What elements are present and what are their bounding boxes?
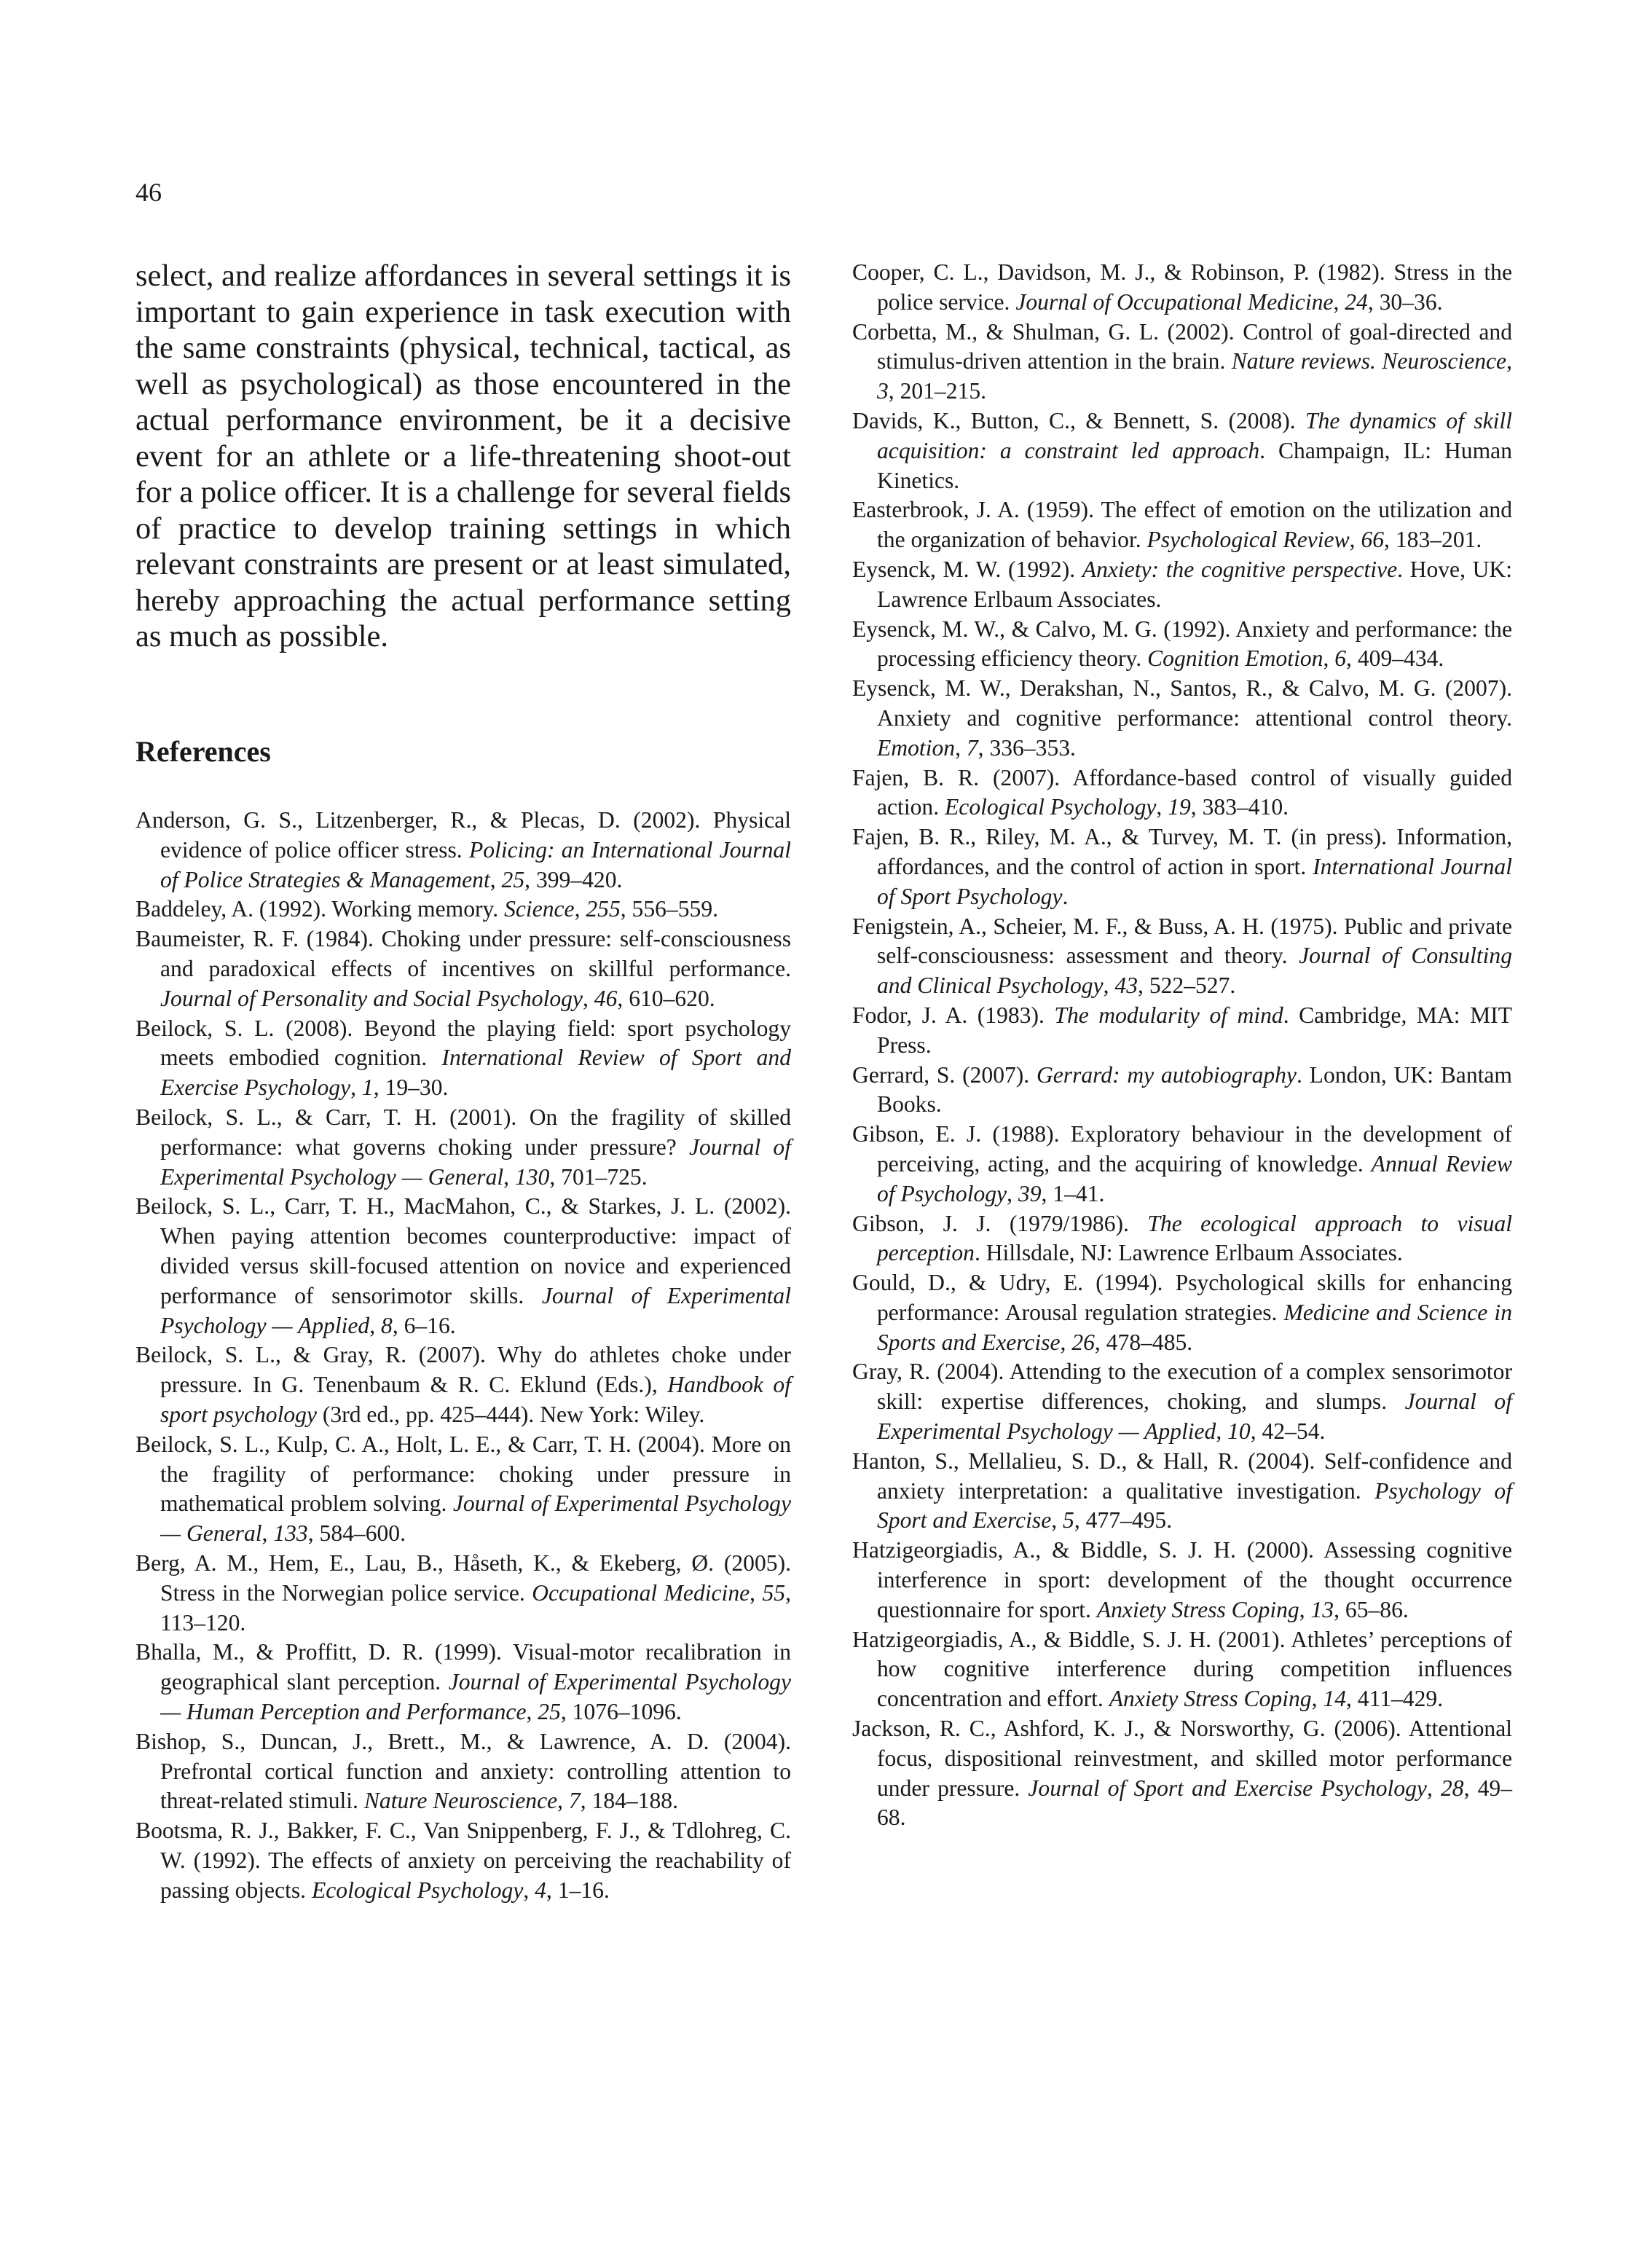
- reference-entry: [852, 555, 1512, 615]
- reference-post: , 411–429.: [1346, 1686, 1444, 1712]
- reference-sep: ,: [489, 866, 502, 892]
- reference-vol: 66: [1361, 527, 1385, 553]
- reference-post: , 399–420.: [524, 866, 623, 892]
- reference-post: , 19–30.: [373, 1075, 449, 1101]
- reference-sep: ,: [1216, 1418, 1228, 1445]
- reference-vol: 39: [1018, 1180, 1042, 1206]
- reference-it: Psychology of Sport and Exercise: [877, 1477, 1512, 1534]
- reference-post: (3rd ed., pp. 425–444). New York: Wiley.: [317, 1401, 705, 1427]
- reference-post: .: [1062, 883, 1069, 909]
- reference-it: Journal of Experimental Psychology — Applied: [160, 1282, 792, 1338]
- reference-post: , 30–36.: [1367, 288, 1443, 315]
- reference-sep: ,: [557, 1788, 569, 1814]
- reference-entry: [852, 763, 1512, 823]
- reference-post: , 201–215.: [888, 378, 987, 404]
- reference-it: The dynamics of skill acquisition: a constraint led approach: [877, 407, 1512, 463]
- reference-it: Journal of Experimental Psychology — Human Perception and Performance: [160, 1669, 791, 1724]
- reference-entry: [852, 1120, 1512, 1209]
- reference-post: , 1–16.: [546, 1877, 610, 1903]
- reference-post: . Cambridge, MA: MIT Press.: [877, 1002, 1512, 1058]
- reference-entry: [135, 1192, 791, 1340]
- reference-it: Nature Neuroscience: [363, 1788, 558, 1814]
- reference-post: , 701–725.: [549, 1163, 648, 1190]
- reference-post: , 610–620.: [617, 985, 715, 1011]
- reference-post: . Champaign, IL: Human Kinetics.: [877, 437, 1513, 493]
- reference-vol: 14: [1323, 1686, 1346, 1712]
- reference-it: Handbook of sport psychology: [160, 1372, 791, 1427]
- reference-vol: 26: [1071, 1329, 1095, 1355]
- reference-pre: Davids, K., Button, C., & Bennett, S. (2008).: [852, 407, 1305, 433]
- reference-post: . Hillsdale, NJ: Lawrence Erlbaum Associates.: [974, 1240, 1403, 1266]
- reference-it: Journal of Experimental Psychology — General: [160, 1491, 791, 1547]
- reference-post: , 1–41.: [1041, 1180, 1105, 1206]
- reference-entry: [852, 1536, 1512, 1625]
- reference-pre: Bishop, S., Duncan, J., Brett., M., & Lawrence, A. D. (2004). Prefrontal cortical function and anxiety: controlling attention to threat-related stimuli.: [135, 1728, 791, 1814]
- reference-entry: [852, 912, 1512, 1001]
- reference-entry: [852, 1447, 1512, 1536]
- reference-entry: [852, 822, 1512, 911]
- reference-post: , 556–559.: [620, 896, 719, 922]
- reference-it: Anxiety: the cognitive perspective: [1082, 556, 1398, 582]
- reference-vol: 8: [381, 1312, 393, 1338]
- reference-vol: 5: [1063, 1507, 1074, 1534]
- reference-vol: 255: [586, 896, 621, 922]
- reference-it: Journal of Consulting and Clinical Psychology: [877, 943, 1513, 999]
- reference-entry: [135, 1816, 791, 1905]
- reference-it: Annual Review of Psychology: [877, 1150, 1512, 1206]
- left-column: [135, 258, 791, 655]
- reference-post: , 478–485.: [1094, 1329, 1193, 1355]
- reference-sep: ,: [1349, 527, 1361, 553]
- reference-entry: [852, 1061, 1512, 1120]
- reference-vol: 7: [966, 734, 978, 761]
- reference-vol: 13: [1310, 1596, 1334, 1622]
- reference-it: Ecological Psychology: [945, 794, 1157, 820]
- reference-post: , 584–600.: [307, 1520, 406, 1547]
- reference-vol: 4: [535, 1877, 546, 1903]
- reference-post: , 184–188.: [580, 1788, 678, 1814]
- reference-pre: Gray, R. (2004). Attending to the execution of a complex sensorimotor skill: expertise differences, choking, and slumps.: [852, 1359, 1512, 1415]
- reference-entry: [852, 258, 1512, 318]
- reference-pre: Bootsma, R. J., Bakker, F. C., Van Snippenberg, F. J., & Tdlohreg, C. W. (1992). The effects of anxiety on perceiving the reachability of passing objects.: [135, 1818, 791, 1903]
- references-list-left: [135, 806, 791, 1905]
- reference-it: Journal of Sport and Exercise Psychology: [1028, 1775, 1427, 1801]
- reference-entry: [135, 1014, 791, 1103]
- reference-entry: [135, 895, 791, 924]
- reference-entry: [852, 1357, 1512, 1446]
- reference-sep: ,: [350, 1075, 362, 1101]
- reference-pre: Fodor, J. A. (1983).: [852, 1002, 1055, 1028]
- reference-it: Psychological Review: [1146, 527, 1350, 553]
- reference-pre: Cooper, C. L., Davidson, M. J., & Robinson, P. (1982). Stress in the police service.: [852, 259, 1512, 315]
- reference-vol: 133: [273, 1520, 308, 1547]
- reference-sep: ,: [523, 1877, 535, 1903]
- reference-entry: [135, 1549, 791, 1638]
- reference-sep: ,: [750, 1579, 763, 1606]
- reference-post: , 6–16.: [392, 1312, 456, 1338]
- reference-entry: [135, 806, 791, 895]
- reference-pre: Jackson, R. C., Ashford, K. J., & Norsworthy, G. (2006). Attentional focus, dispositional reinvestment, and skilled motor performance under pressure.: [852, 1716, 1512, 1801]
- reference-vol: 1: [361, 1075, 374, 1101]
- reference-pre: Fajen, B. R. (2007). Affordance-based control of visually guided action.: [852, 764, 1512, 820]
- reference-it: Medicine and Science in Sports and Exercise: [877, 1299, 1512, 1355]
- reference-post: , 183–201.: [1384, 527, 1482, 553]
- reference-entry: [135, 1727, 791, 1816]
- reference-it: Gerrard: my autobiography: [1036, 1061, 1297, 1088]
- reference-pre: Beilock, S. L., Carr, T. H., MacMahon, C., & Starkes, J. L. (2002). When paying attention becomes counterproductive: impact of divided versus skill-focused attention on novice and experienced performance of sensorimotor skills.: [135, 1193, 791, 1308]
- reference-vol: 130: [514, 1163, 550, 1190]
- reference-sep: ,: [526, 1698, 538, 1724]
- reference-post: , 42–54.: [1250, 1418, 1326, 1445]
- body-paragraph: select, and realize affordances in several settings it is important to gain experience in task execution with the same constraints (physical, technical, tactical, as well as psychological) as those encountered in the actual performance environment, be it a decisive event for an athlete or a life-threatening shoot-out for a police officer. It is a challenge for several fields of practice to develop training settings in which relevant constraints are present or at least simulated, hereby approaching the actual performance setting as much as possible.: [135, 259, 791, 653]
- page-number: 46: [135, 178, 162, 207]
- reference-vol: 19: [1168, 794, 1191, 820]
- reference-vol: 25: [538, 1698, 561, 1724]
- reference-entry: [852, 1001, 1512, 1061]
- reference-entry: [135, 1103, 791, 1192]
- reference-pre: Baumeister, R. F. (1984). Choking under pressure: self-consciousness and paradoxical effects of incentives on skillful performance.: [135, 926, 791, 981]
- reference-sep: ,: [1426, 1775, 1441, 1801]
- reference-it: Occupational Medicine: [532, 1579, 750, 1606]
- reference-vol: 43: [1114, 973, 1138, 999]
- reference-vol: 24: [1345, 288, 1368, 315]
- reference-post: , 383–410.: [1190, 794, 1289, 820]
- reference-it: Policing: an International Journal of Police Strategies & Management: [160, 836, 792, 892]
- reference-post: , 65–86.: [1334, 1596, 1409, 1622]
- reference-pre: Hatzigeorgiadis, A., & Biddle, S. J. H. (2001). Athletes’ perceptions of how cognitive interference during competition influences concentration and effort.: [852, 1626, 1512, 1712]
- reference-entry: [852, 1209, 1512, 1269]
- reference-sep: ,: [261, 1520, 274, 1547]
- reference-entry: [135, 1340, 791, 1429]
- reference-entry: [852, 674, 1512, 763]
- reference-it: Emotion: [877, 734, 956, 761]
- reference-pre: Eysenck, M. W., & Calvo, M. G. (1992). Anxiety and performance: the processing efficiency theory.: [852, 616, 1512, 672]
- reference-pre: Easterbrook, J. A. (1959). The effect of emotion on the utilization and the organization of behavior.: [852, 497, 1512, 553]
- reference-post: . Hove, UK: Lawrence Erlbaum Associates.: [877, 556, 1513, 612]
- reference-it: Anxiety Stress Coping: [1109, 1686, 1312, 1712]
- reference-sep: ,: [1103, 973, 1115, 999]
- reference-sep: ,: [1323, 645, 1335, 672]
- reference-pre: Beilock, S. L. (2008). Beyond the playing field: sport psychology meets embodied cognition.: [135, 1015, 791, 1071]
- reference-vol: 6: [1334, 645, 1347, 672]
- reference-sep: ,: [1506, 348, 1512, 374]
- reference-sep: ,: [1007, 1180, 1018, 1206]
- reference-vol: 46: [594, 985, 618, 1011]
- reference-it: Journal of Experimental Psychology — Applied: [877, 1389, 1512, 1445]
- reference-post: , 49–68.: [877, 1775, 1513, 1831]
- reference-post: , 113–120.: [160, 1579, 791, 1635]
- reference-sep: ,: [583, 985, 594, 1011]
- reference-entry: [852, 1625, 1512, 1714]
- reference-it: Journal of Occupational Medicine: [1015, 288, 1334, 315]
- reference-it: The modularity of mind: [1054, 1002, 1283, 1028]
- reference-pre: Berg, A. M., Hem, E., Lau, B., Håseth, K., & Ekeberg, Ø. (2005). Stress in the Norwegian police service.: [135, 1550, 791, 1606]
- reference-pre: Bhalla, M., & Proffitt, D. R. (1999). Visual-motor recalibration in geographical slant perception.: [135, 1639, 791, 1695]
- reference-it: Anxiety Stress Coping: [1096, 1596, 1299, 1622]
- reference-post: , 477–495.: [1074, 1507, 1173, 1534]
- reference-entry: [135, 924, 791, 1013]
- reference-vol: 3: [877, 378, 889, 404]
- reference-pre: Eysenck, M. W. (1992).: [852, 556, 1082, 582]
- reference-pre: Beilock, S. L., Kulp, C. A., Holt, L. E., & Carr, T. H. (2004). More on the fragility of performance: choking under pressure in mathematical problem solving.: [135, 1431, 791, 1517]
- reference-post: , 336–353.: [978, 734, 1076, 761]
- reference-pre: Hatzigeorgiadis, A., & Biddle, S. J. H. (2000). Assessing cognitive interference in sport: development of the thought occurrence questionnaire for sport.: [852, 1537, 1512, 1622]
- reference-sep: ,: [369, 1312, 382, 1338]
- reference-pre: Beilock, S. L., & Carr, T. H. (2001). On the fragility of skilled performance: what governs choking under pressure?: [135, 1104, 791, 1160]
- reference-pre: Gould, D., & Udry, E. (1994). Psychological skills for enhancing performance: Arousal regulation strategies.: [852, 1270, 1512, 1325]
- reference-vol: 7: [568, 1788, 581, 1814]
- reference-pre: Fajen, B. R., Riley, M. A., & Turvey, M. T. (in press). Information, affordances, and the control of action in sport.: [852, 824, 1512, 879]
- reference-it: Nature reviews. Neuroscience: [1231, 348, 1507, 374]
- references-heading: References: [135, 735, 271, 768]
- reference-vol: 28: [1441, 1775, 1464, 1801]
- reference-sep: ,: [503, 1163, 515, 1190]
- reference-sep: ,: [1051, 1507, 1063, 1534]
- reference-entry: [852, 318, 1512, 407]
- reference-post: , 522–527.: [1138, 973, 1236, 999]
- reference-it: Journal of Experimental Psychology — General: [160, 1134, 791, 1190]
- reference-entry: [852, 1714, 1512, 1833]
- reference-sep: ,: [1311, 1686, 1323, 1712]
- reference-entry: [852, 407, 1512, 495]
- reference-pre: Fenigstein, A., Scheier, M. F., & Buss, A. H. (1975). Public and private self-consciousness: assessment and theory.: [852, 913, 1512, 969]
- reference-it: The ecological approach to visual perception: [877, 1210, 1512, 1266]
- reference-vol: 55: [762, 1579, 786, 1606]
- reference-pre: Corbetta, M., & Shulman, G. L. (2002). Control of goal-directed and stimulus-driven attention in the brain.: [852, 318, 1512, 374]
- reference-post: , 409–434.: [1346, 645, 1444, 672]
- reference-post: . London, UK: Bantam Books.: [877, 1061, 1512, 1118]
- reference-it: International Journal of Sport Psychology: [877, 853, 1512, 909]
- reference-pre: Anderson, G. S., Litzenberger, R., & Plecas, D. (2002). Physical evidence of police officer stress.: [135, 807, 791, 863]
- reference-entry: [852, 495, 1512, 555]
- reference-post: , 1076–1096.: [560, 1698, 682, 1724]
- reference-entry: [852, 615, 1512, 675]
- reference-pre: Eysenck, M. W., Derakshan, N., Santos, R., & Calvo, M. G. (2007). Anxiety and cognitive performance: attentional control theory.: [852, 675, 1512, 731]
- reference-sep: ,: [574, 896, 586, 922]
- reference-pre: Gerrard, S. (2007).: [852, 1061, 1037, 1088]
- reference-pre: Gibson, J. J. (1979/1986).: [852, 1210, 1148, 1236]
- reference-entry: [135, 1638, 791, 1727]
- reference-it: International Review of Sport and Exercise Psychology: [160, 1045, 791, 1101]
- reference-pre: Baddeley, A. (1992). Working memory.: [135, 896, 505, 922]
- reference-entry: [135, 1430, 791, 1549]
- reference-sep: ,: [1156, 794, 1168, 820]
- reference-entry: [852, 1268, 1512, 1357]
- reference-it: Journal of Personality and Social Psychology: [160, 985, 583, 1011]
- reference-it: Ecological Psychology: [311, 1877, 524, 1903]
- reference-pre: Beilock, S. L., & Gray, R. (2007). Why do athletes choke under pressure. In G. Tenenbaum & R. C. Eklund (Eds.),: [135, 1342, 791, 1398]
- reference-pre: Gibson, E. J. (1988). Exploratory behaviour in the development of perceiving, acting, and the acquiring of knowledge.: [852, 1121, 1512, 1177]
- reference-it: Science: [504, 896, 575, 922]
- reference-sep: ,: [955, 734, 967, 761]
- reference-vol: 25: [501, 866, 525, 892]
- reference-pre: Hanton, S., Mellalieu, S. D., & Hall, R. (2004). Self-confidence and anxiety interpretation: a qualitative investigation.: [852, 1448, 1512, 1504]
- references-list-right: [852, 258, 1512, 1833]
- reference-sep: ,: [1299, 1596, 1311, 1622]
- reference-sep: ,: [1060, 1329, 1072, 1355]
- reference-sep: ,: [1333, 288, 1345, 315]
- reference-it: Cognition Emotion: [1147, 645, 1323, 672]
- reference-vol: 10: [1227, 1418, 1251, 1445]
